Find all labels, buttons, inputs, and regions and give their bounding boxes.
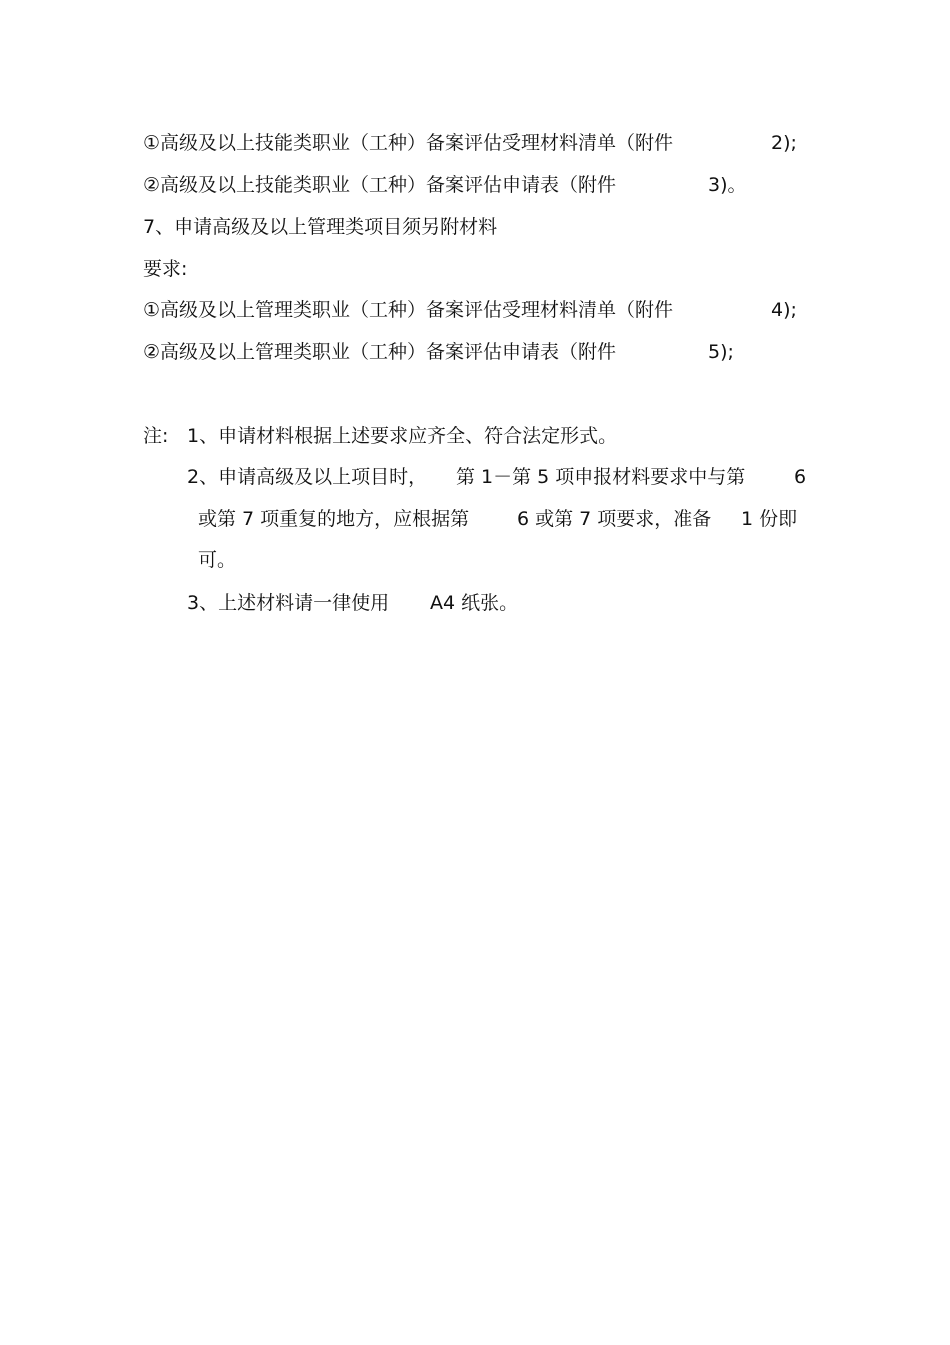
note-2-line-2-text-c: 1 份即 <box>741 508 798 530</box>
note-2-line-1-part-b <box>456 465 745 489</box>
skill-list-item-1-text: ①高级及以上技能类职业（工种）备案评估受理材料清单（附件 <box>143 132 674 154</box>
section-7-heading-text: 7、申请高级及以上管理类项目须另附材料 <box>143 216 498 238</box>
management-list-item-2-attachment-number <box>708 340 734 364</box>
skill-list-item-2-text: ②高级及以上技能类职业（工种）备案评估申请表（附件 <box>143 174 617 196</box>
note-3-text-a: 3、上述材料请一律使用 <box>187 592 390 614</box>
skill-list-item-2 <box>143 173 616 197</box>
note-2-line-2-text-b: 6 或第 7 项要求，准备 <box>517 508 712 530</box>
requirement-label <box>143 257 187 281</box>
note-2-line-3-text: 可。 <box>198 549 237 571</box>
section-7-heading <box>143 215 497 239</box>
note-2-line-2-part-a <box>198 507 469 531</box>
note-2-text-a: 2、申请高级及以上项目时， <box>187 466 428 488</box>
management-list-item-1-attachment-number <box>771 298 797 322</box>
note-2-line-2-part-c <box>741 507 797 531</box>
notes-label-text: 注: <box>143 425 169 447</box>
note-3-part-b <box>430 591 518 615</box>
management-list-item-1-text: ①高级及以上管理类职业（工种）备案评估受理材料清单（附件 <box>143 299 674 321</box>
notes-label <box>143 424 168 448</box>
note-2-text-b: 第 1－第 5 项申报材料要求中与第 <box>456 466 746 488</box>
note-2-line-2-text-a: 或第 7 项重复的地方，应根据第 <box>198 508 470 530</box>
skill-list-item-2-attachment-number <box>708 173 747 197</box>
management-list-item-2 <box>143 340 616 364</box>
note-2-line-3 <box>198 548 236 572</box>
note-2-line-1-part-c <box>794 465 806 489</box>
note-2-line-1-part-a <box>187 465 427 489</box>
note-3-text-b: A4 纸张。 <box>430 592 519 614</box>
note-1-text: 1、申请材料根据上述要求应齐全、符合法定形式。 <box>187 425 618 447</box>
attachment-number-3: 3)。 <box>708 174 747 196</box>
note-2-text-c: 6 <box>794 466 807 488</box>
requirement-label-text: 要求: <box>143 258 188 280</box>
note-2-line-2-part-b <box>517 507 711 531</box>
attachment-number-4: 4); <box>771 299 797 321</box>
note-3-part-a <box>187 591 389 615</box>
attachment-number-5: 5); <box>708 341 734 363</box>
skill-list-item-1-attachment-number <box>771 131 797 155</box>
management-list-item-1 <box>143 298 673 322</box>
management-list-item-2-text: ②高级及以上管理类职业（工种）备案评估申请表（附件 <box>143 341 617 363</box>
note-1 <box>187 424 617 448</box>
attachment-number-2: 2); <box>771 132 797 154</box>
skill-list-item-1 <box>143 131 673 155</box>
